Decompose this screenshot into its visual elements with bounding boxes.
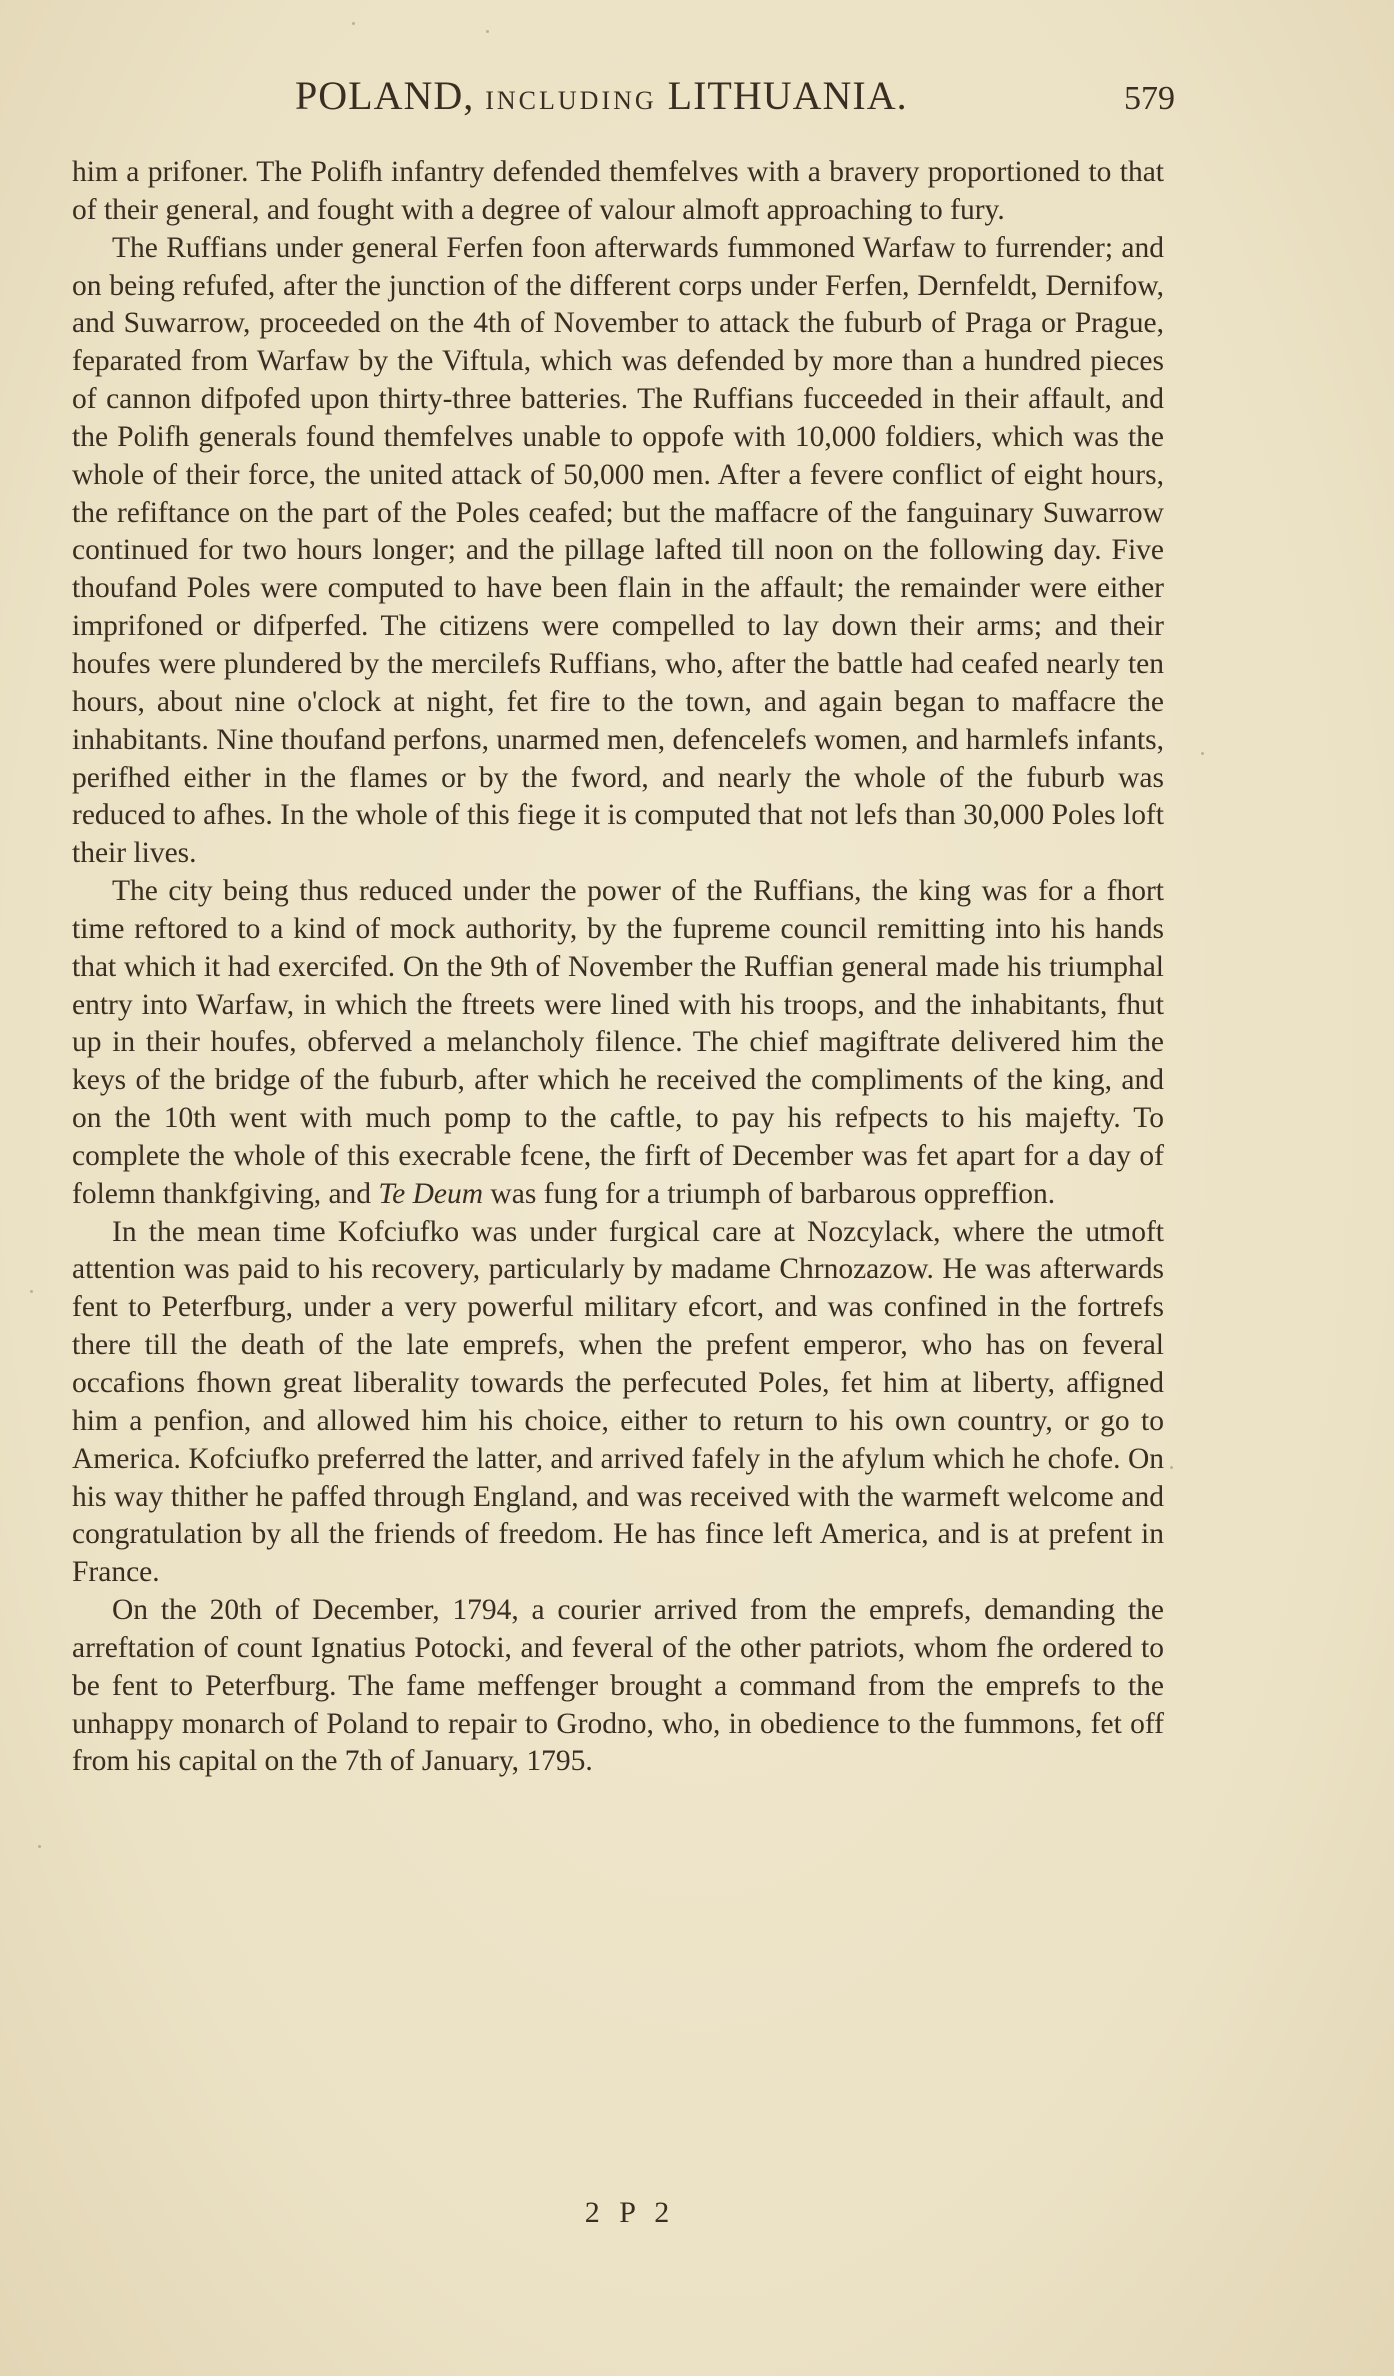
paragraph-3-end: was fung for a triumph of barbarous oppreffion.: [490, 1177, 1056, 1210]
paper-speck: [1201, 752, 1204, 755]
title-connector: INCLUDING: [485, 86, 657, 115]
paragraph-3-text: The city being thus reduced under the power of the Ruffians, the king was for a fhort time reftored to a kind of mock authority, by the fupreme council remitting into his hands that which it had exercifed. On the 9th of November the Ruffian general made his triumphal entry into Warfaw, in which the ftreets were lined with his troops, and the inhabitants, fhut up in their houfes, obferved a melancholy filence. The chief magiftrate delivered him the keys of the bridge of the fuburb, after which he received the compliments of the king, and on the 10th went with much pomp to the caftle, to pay his refpects to his majefty. To complete the whole of this execrable fcene, the firft of December was fet apart for a day of folemn thankfgiving, and: [72, 875, 1164, 1210]
page-number: 579: [1124, 80, 1175, 117]
running-title: [295, 72, 908, 119]
paragraph-5: On the 20th of December, 1794, a courier arrived from the emprefs, demanding the arreftation of count Ignatius Potocki, and feveral of the other patriots, whom fhe ordered to be fent to Peterfburg. The fame meffenger brought a command from the emprefs to the unhappy monarch of Poland to repair to Grodno, who, in obedience to the fummons, fet off from his capital on the 7th of January, 1795.: [72, 1594, 1164, 1778]
paragraph-2: The Ruffians under general Ferfen foon afterwards fummoned Warfaw to furrender; and on being refufed, after the junction of the different corps under Ferfen, Dernfeldt, Dernifow, and Suwarrow, proceeded on the 4th of November to attack the fuburb of Praga or Prague, feparated from Warfaw by the Viftula, which was defended by more than a hundred pieces of cannon difpofed upon thirty-three batteries. The Ruffians fucceeded in their affault, and the Polifh generals found themfelves unable to oppofe with 10,000 foldiers, which was the whole of their force, the united attack of 50,000 men. After a fevere conflict of eight hours, the refiftance on the part of the Poles ceafed; but the maffacre of the fanguinary Suwarrow continued for two hours longer; and the pillage lafted till noon on the following day. Five thoufand Poles were computed to have been flain in the affault; the remainder were either imprifoned or difperfed. The citizens were compelled to lay down their arms; and their houfes were plundered by the mercilefs Ruffians, who, after the battle had ceafed nearly ten hours, about nine o'clock at night, fet fire to the town, and again began to maffacre the inhabitants. Nine thoufand perfons, unarmed men, defencelefs women, and harmlefs infants, perifhed either in the flames or by the fword, and nearly the whole of the fuburb was reduced to afhes. In the whole of this fiege it is computed that not lefs than 30,000 Poles loft their lives.: [72, 231, 1164, 870]
paragraph-3: [72, 873, 1164, 1214]
paragraph-4: In the mean time Kofciufko was under furgical care at Nozcylack, where the utmoft attention was paid to his recovery, particularly by madame Chrnozazow. He was afterwards fent to Peterfburg, under a very powerful military efcort, and was confined in the fortrefs there till the death of the late emprefs, when the prefent emperor, who has on feveral occafions fhown great liberality towards the perfecuted Poles, fet him at liberty, affigned him a penfion, and allowed him his choice, either to return to his own country, or go to America. Kofciufko preferred the latter, and arrived fafely in the afylum which he chofe. On his way thither he paffed through England, and was received with the warmeft welcome and congratulation by all the friends of freedom. He has fince left America, and is at prefent in France.: [72, 1215, 1164, 1589]
body-text: [72, 154, 1164, 1781]
paper-speck: [352, 22, 355, 25]
paragraph-1: him a prifoner. The Polifh infantry defended themfelves with a bravery proportioned to that of their general, and fought with a degree of valour almoft approaching to fury.: [72, 156, 1164, 226]
te-deum-italic: Te Deum: [378, 1177, 484, 1210]
paper-speck: [38, 1845, 41, 1848]
paper-speck: [1170, 1466, 1173, 1469]
paper-speck: [30, 1290, 33, 1293]
title-region: LITHUANIA.: [667, 73, 908, 118]
paper-speck: [486, 30, 489, 33]
signature-mark: 2 P 2: [584, 2196, 676, 2229]
title-country: POLAND,: [295, 73, 475, 118]
page-header: [295, 72, 1175, 142]
